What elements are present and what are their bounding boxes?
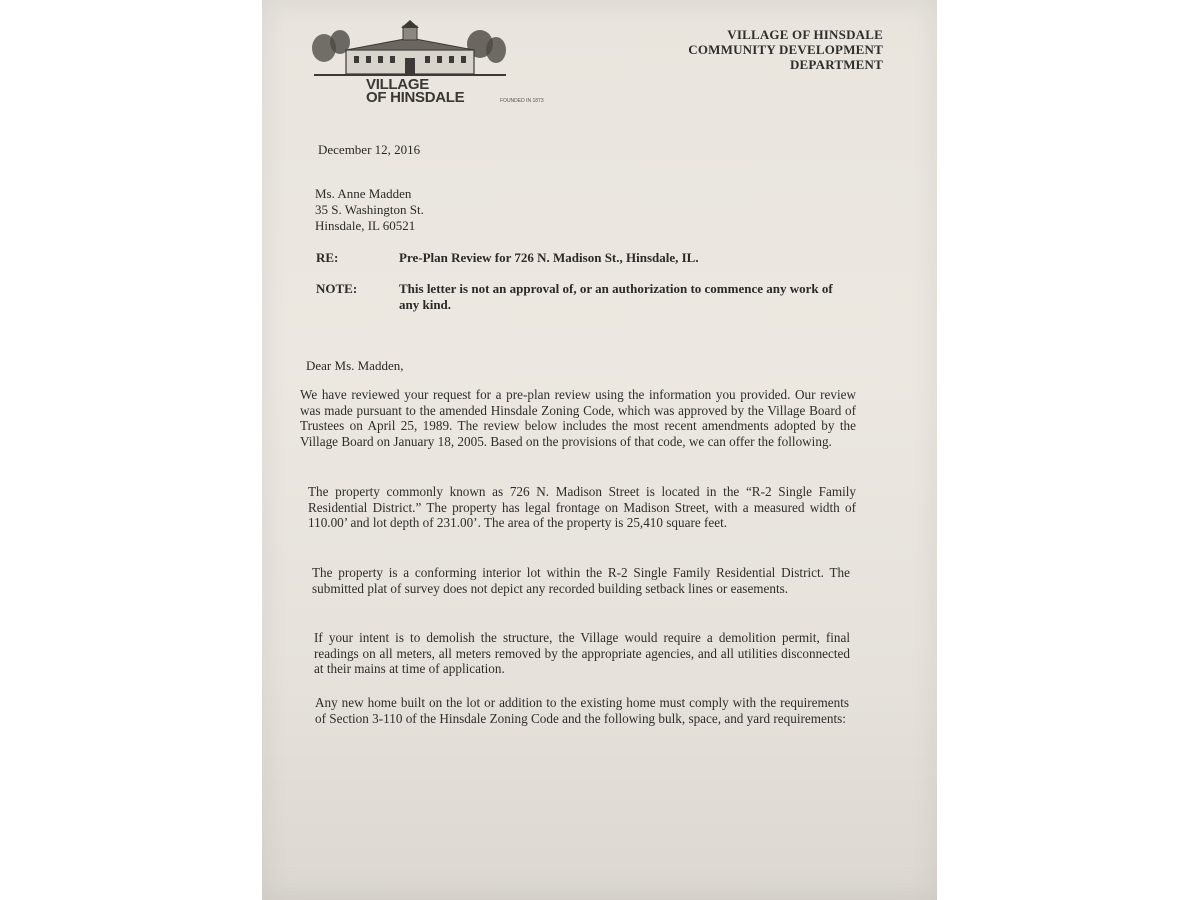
letter-page: [262, 0, 937, 900]
logo-founded: FOUNDED IN 1873: [500, 98, 544, 104]
recipient-name: Ms. Anne Madden: [315, 186, 412, 201]
logo-wordmark: [366, 78, 464, 104]
re-subject: Pre-Plan Review for 726 N. Madison St., Hinsdale, IL.: [399, 250, 699, 265]
dept-line-2: COMMUNITY DEVELOPMENT: [688, 42, 883, 57]
salutation: Dear Ms. Madden,: [306, 358, 404, 373]
recipient-address: [315, 186, 424, 234]
body-paragraph: Any new home built on the lot or addition to the existing home must comply with the requirements of Section 3-110 of the Hinsdale Zoning Code and the following bulk, space, and yard requirements:: [315, 695, 849, 726]
logo-line-1: VILLAGE: [366, 76, 429, 93]
note-label: NOTE:: [316, 281, 358, 296]
dept-line-3: DEPARTMENT: [789, 57, 883, 72]
dept-line-1: VILLAGE OF HINSDALE: [727, 27, 883, 42]
recipient-city: Hinsdale, IL 60521: [315, 218, 416, 233]
letter-date: December 12, 2016: [318, 142, 421, 157]
body-paragraph: If your intent is to demolish the structure, the Village would require a demolition permit, final readings on all meters, all meters removed by the appropriate agencies, and all utilities disconnected at their mains at time of application.: [314, 630, 850, 676]
logo-line-2: OF HINSDALE: [366, 89, 465, 106]
body-paragraph: The property commonly known as 726 N. Madison Street is located in the “R-2 Single Family Residential District.” The property has legal frontage on Madison Street, with a measured width of 110.00’ and lot depth of 231.00’. The area of the property is 25,410 square feet.: [308, 484, 856, 530]
village-logo: [310, 20, 544, 110]
body-paragraph: We have reviewed your request for a pre-plan review using the information you provided. Our review was made pursuant to the amended Hinsdale Zoning Code, which was approved by the Village Board of Trustees on April 25, 1989. The review below includes the most recent amendments adopted by the Village Board on January 18, 2005. Based on the provisions of that code, we can offer the following.: [300, 387, 856, 449]
recipient-street: 35 S. Washington St.: [315, 202, 424, 217]
body-paragraph: The property is a conforming interior lot within the R-2 Single Family Residential District. The submitted plat of survey does not depict any recorded building setback lines or easements.: [312, 565, 850, 596]
note-text: This letter is not an approval of, or an authorization to commence any work of any kind.: [399, 281, 833, 312]
re-label: RE:: [316, 250, 339, 265]
village-hall-drawing-icon: [310, 20, 510, 80]
department-heading: [688, 27, 883, 72]
